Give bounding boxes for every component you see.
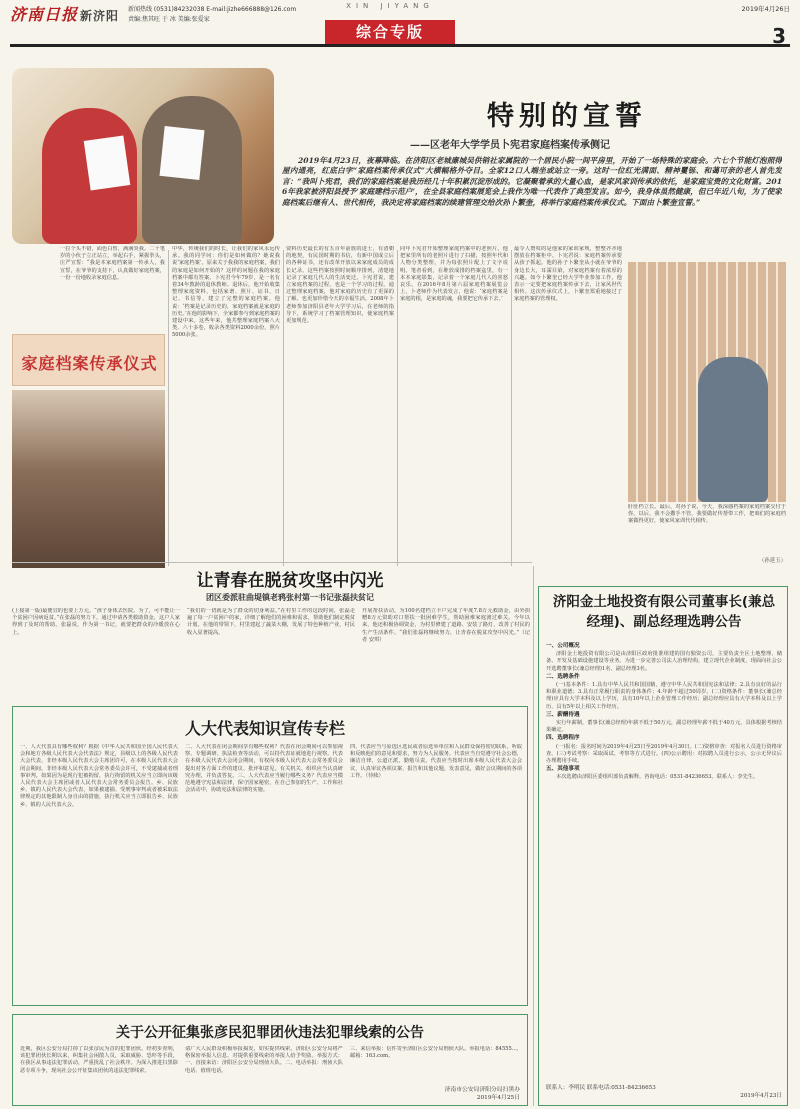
job-section-heading: 二、选聘条件: [546, 673, 580, 680]
article-column-2: 中华，传统我们的时长，让我们的家风永远传承。我的同学问：你们是如何做的？她说我说‘家庭档案’。原来关于我我的家庭档案，我们的家庭是如何开始的？这样的问题在我的家庭档案中都有答案。卜宪君今年79岁，是一名有着34年教龄的退休教师。退休后，他开始收集整理家庭资料，包括家谱、照片、证书、日记、书信等，建立了完整的家庭档案。他说：‘档案是记录历史的，家庭档案就是家庭的历史。’在他的影响下，全家都参与到家庭档案的建设中来。这些年来，他共整理家庭档案八大类、六十多卷，收录各类资料2000余份，照片5000余张。: [172, 246, 280, 339]
job-section-text: (一)报名：报名时间为2019年4月25日至2019年4月30日。(二)资格审查：对报名人员进行资格审查。(三)考试考察：采取面试、考察等方式进行。(四)公示聘用：对拟聘人员进行公示，公示无异议后办理聘用手续。: [546, 743, 782, 765]
youth-column-2: “我们的一切就是为了群众的切身利益。”在村里工作的这段时间，张磊走遍了每一户贫困户的家，详细了解他们的困难和需求，帮助他们制定脱贫计划。在他的带领下，村里建起了蔬菜大棚，发展了特色种植产业，村民收入显著提高。: [187, 608, 355, 636]
divider: [168, 250, 169, 566]
editors: 责编:焦其旺 于 冰 美编:张爱家: [128, 16, 210, 23]
photo-family-group: [12, 390, 165, 568]
job-contact: 联系人：李明民 联系电话:0531-84236653: [546, 1085, 656, 1091]
photo-banner: [12, 334, 165, 386]
feature-title: 特别的宣誓: [487, 101, 647, 130]
job-section-text: 济阳金土地投资有限公司是由济阳区政府批准组建的国有独资公司，主要负责全区土地整理、储备、开发及基础设施建设等业务。为进一步完善公司法人治理结构，建立现代企业制度，现面向社会公开选聘董事长(兼总经理)1名、副总经理3名。: [546, 651, 782, 672]
youth-column-3: 开展帮扶活动。为100名建档立卡户完成了年度7.8万元救助金，由外捐赠8万元资助对口帮扶一批困难学生，帮助困难家庭渡过难关。今年以来，他还积极协调资金，为村里修建了道路、安装了路灯，改善了村民的生产生活条件。“我们张磊将继续努力，让青春在脱贫攻坚中闪光。”（记者 安琪）: [362, 608, 530, 643]
article-column-5-end: 肝肚档立长。最后，对孙子说，今天，我深感档案的家庭档案交付于你，以后，我不会撒手不管，我要做好传帮带工作，把咱们的家庭档案做得更好，使家风家训代代相传。: [628, 504, 786, 525]
youth-article-title: 让青春在脱贫攻坚中闪光: [196, 571, 384, 590]
divider: [283, 250, 284, 566]
hotline: 新闻热线 (0531)84232038 E-mail:jizhe666888@126.com: [128, 6, 297, 13]
recruitment-notice-title: 济阳金土地投资有限公司董事长(兼总经理)、副总经理选聘公告: [552, 594, 776, 630]
feature-article: [12, 64, 787, 249]
npc-column-1: 一、人大代表具有哪些权利？根据《中华人民共和国全国人民代表大会和地方各级人民代表大会代表法》规定，县级以上的各级人民代表大会代表，非经本级人民代表大会主席团许可，在本级人民代表大会闭会期间，非经本级人民代表大会常务委员会许可，不受逮捕或者刑事审判。如果因为是现行犯被拘留，执行拘留的机关应当立即向该级人民代表大会主席团或者人民代表大会常务委员会报告。乡、民族乡、镇的人民代表大会代表，如果被逮捕、受刑事审判或者被采取法律规定的其他限制人身自由的措施，执行机关应当立即报告乡、民族乡、镇的人民代表大会。: [20, 744, 178, 808]
photo-couple: [12, 68, 274, 244]
page-number: 3: [772, 24, 786, 48]
npc-column-2: 二、人大代表在闭会期间享有哪些权利？代表在闭会期间可以参加视察、专题调研、执法检查等活动，可以持代表证就地进行视察。代表在本级人民代表大会闭会期间，有权向本级人民代表大会常务委员会提出对各方面工作的建议、批评和意见。有关机关、组织应当认真研究办理，并负责答复。三、人大代表应当履行哪些义务？代表应当模范地遵守宪法和法律，保守国家秘密，在自己参加的生产、工作和社会活动中，协助宪法和法律的实施。: [185, 744, 343, 794]
article-column-3: 资料历史最长的有五百年前族的进士，有清朝的地契，有民国时期的书信，有新中国成立后的各种证书，还有改革开放以来家庭成员的成长记录。这些档案按照时间顺序排列，清楚地记录了家庭几代人的生活变迁。卜宪君说，建立家庭档案的过程，也是一个学习的过程。通过整理家庭档案，他对家庭的历史有了更深的了解，也更加珍惜今天的幸福生活。2008年卜老师参加济阳县老年大学学习后，在老师的指导下，系统学习了档案管理知识，使家庭档案更加规范。: [286, 246, 394, 325]
article-column-5: 最令人赞叹的是他家的家训家规，整整齐齐地摆放在档案柜中。卜宪君说：家庭档案传承要从孩子抓起。他的孙子卜繁奎从小就在爷爷的身边长大，耳濡目染，对家庭档案有着浓厚的兴趣。如今卜繁奎已经大学毕业参加工作，他表示一定要把家庭档案传承下去，让家风世代相传。这次传承仪式上，卜繁奎郑重地接过了家庭档案的管理权。: [514, 246, 622, 303]
recruitment-footer: [546, 1084, 782, 1104]
job-section-heading: 三、薪酬待遇: [546, 711, 580, 718]
divider: [12, 562, 532, 563]
divider: [397, 250, 398, 566]
youth-column-1: (上接第一版)最便宜的也要上万元。“孩子身体去医院。为了，可不能让一个贫困户因病返贫。”在张磊的努力下，通过申请各类救助资金，这户人家得到了及时的帮助。张磊说，作为第一书记，就要把群众的冷暖放在心上。: [12, 608, 180, 636]
job-section-text: (一)基本条件：1.具有中华人民共和国国籍，遵守中华人民共和国宪法和法律；2.具有良好的品行和职业道德；3.具有正常履行职责的身体条件；4.年龄不超过50周岁。(二)资格条件：董事长(兼总经理)应具有大学本科及以上学历，具有10年以上企业管理工作经历；副总经理应具有大学本科及以上学历，具有5年以上相关工作经历。: [546, 682, 782, 710]
job-section-text: 本次选聘由济阳区委组织部负责解释。咨询电话：0531-84236653。联系人：李先生。: [556, 774, 759, 781]
header-rule: [10, 44, 790, 47]
job-date: 2019年4月23日: [740, 1093, 782, 1099]
banner-text: 家庭档案传承仪式: [21, 354, 158, 373]
pinyin-title: XIN JIYANG: [346, 2, 434, 10]
recruitment-notice-body: [546, 642, 782, 1082]
article-column-4: 同年卜宪君开始整理家庭档案中的老照片。他把家里所有的老照片进行了扫描，按照年代和人物分类整理，并为每张照片配上了文字说明。笔者看到，在堆放成排的档案盒里，有一本本家庭影集，记录着一个家庭几代人的喜怒哀乐。在2016年8月第六届家庭档案展览会上，卜老师作为代表发言，他说：‘家庭档案是家庭的根，是家庭的魂，我要把它传承下去。’: [400, 246, 508, 303]
logo-text: 济南日报: [10, 5, 79, 24]
job-section-text: 实行年薪制，董事长(兼总经理)年薪不低于50万元，副总经理年薪不低于40万元，具体根据考核结果确定。: [546, 720, 782, 734]
npc-column-3: 四、代表应当与原选区选民或者原选举单位和人民群众保持密切联系，听取和反映他们的意见和要求，努力为人民服务。代表应当自觉遵守社会公德，廉洁自律，公道正派，勤勉尽责。代表应当按时出席本级人民代表大会会议，认真审议各项议案、报告和其他议题，发表意见，做好会议期间的各项工作。（待续）: [350, 744, 522, 779]
clue-signature: 济南市公安局济阳分局扫黑办 2019年4月25日: [444, 1087, 520, 1101]
youth-article-subtitle: 团区委派驻曲堤镇老鸦张村第一书记张磊扶贫记: [206, 592, 374, 602]
divider: [511, 250, 512, 566]
article-column-1: 一拉个头不错，面色白皙，满满炎我。二十笔岁的小伙子立正站立，举起右手，紧握拳头，庄严宣誓：“我是本家庭档案第一传承人，我宣誓，在爷爷的支持下，认真做好家庭档案，一份一份地收录家庭信息。: [60, 246, 165, 281]
job-section-heading: 四、选聘程序: [546, 735, 580, 742]
logo-sub: 新济阳: [80, 9, 120, 23]
job-section-heading: 五、其他事项: [546, 766, 580, 773]
masthead-logo: [10, 2, 122, 24]
npc-column-title: 人大代表知识宣传专栏: [184, 719, 345, 738]
clue-column-3: 三、来信举报：信件寄至济阳区公安分局刑侦大队。举报电话：84555...，邮箱：163.com。: [350, 1046, 522, 1060]
job-section-heading: 一、公司概况: [546, 643, 580, 649]
clue-notice-title: 关于公开征集张彦民犯罪团伙违法犯罪线索的公告: [116, 1025, 424, 1041]
clue-column-2: 请广大人民群众积极举报揭发，如实提供线索。济阳区公安分局将严格保密举报人信息，对提供重要线索的举报人给予奖励。举报方式：一、直接来访：济阳区公安分局刑侦大队。二、电话举报：刑侦大队电话、值班电话。: [185, 1046, 343, 1074]
feature-lead: 2019年4月23日，夜幕降临。在济阳区老城廉城吴供销社家属院的一个居民小院一间平房里，开始了一场特殊的家庭会。六七个节能灯泡照得屋内通亮，红底白字“家庭档案传承仪式”大横幅格外夺目。全家12口人端坐或站立一旁。这时一位红光满面、精神矍铄、和蔼可亲的老人首先发言：“我叫卜宪君，我们的家庭档案是我历经几十年积累沉淀形成的。它凝聚着承的大量心血，是家风家训传承的依托，是家庭宝贵的文化财富。2016年我家被济阳县授予‘家庭建档示范户’，在全县家庭档案展览会上我作为唯一代表作了典型发言。如今，我身体虽然健康，但已年近八旬，为了使家庭档案后继有人、世代相传，我决定将家庭档案的续建管理交给次孙卜繁奎，将举行家庭档案传承仪式。下面由卜繁奎宣誓。”: [282, 156, 782, 207]
feature-subtitle: ——区老年大学学员卜宪君家庭档案传承侧记: [410, 140, 610, 150]
photo-archive-man: [628, 262, 786, 502]
clue-column-1: 近期，我区公安分局打掉了以张彦民为首的犯罪团伙。经初步查明，该犯罪团伙长期以来，纠集社会闲散人员，采取威胁、恐吓等手段，在我区从事违法犯罪活动，严重扰乱了社会秩序。为深入推进扫黑除恶专项斗争，现向社会公开征集该团伙的违法犯罪线索。: [20, 1046, 178, 1074]
article-signature: （孙延玉）: [759, 558, 786, 564]
publication-date: 2019年4月26日: [741, 5, 790, 13]
divider: [533, 566, 534, 1106]
section-title: 综合专版: [325, 20, 455, 44]
